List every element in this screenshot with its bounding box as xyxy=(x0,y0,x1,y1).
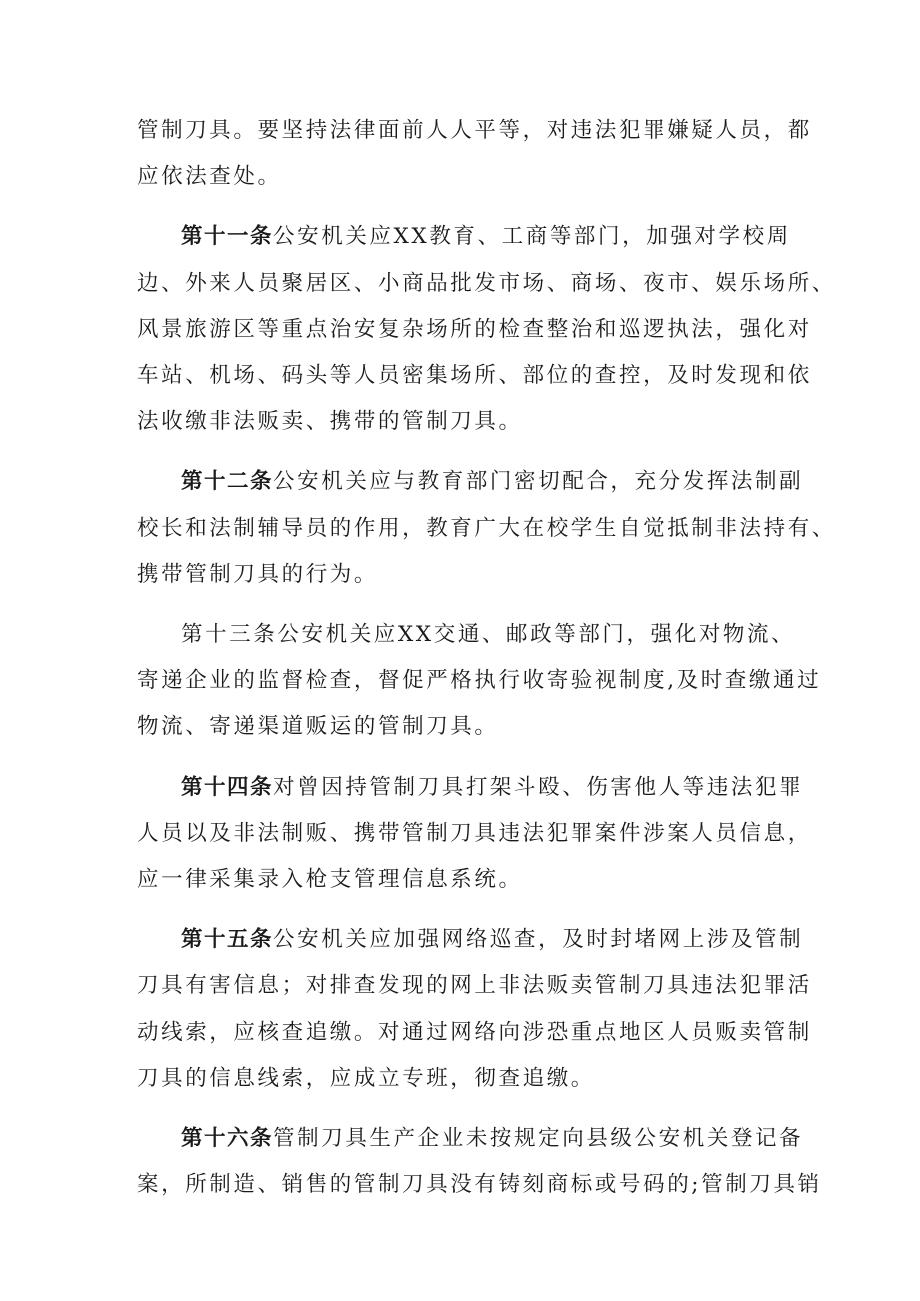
text-line: 边、外来人员聚居区、小商品批发市场、商场、夜市、娱乐场所、 xyxy=(137,270,836,296)
text-line: 物流、寄递渠道贩运的管制刀具。 xyxy=(137,714,499,740)
article-heading: 第十五条 xyxy=(181,927,274,953)
article-16 xyxy=(137,1116,822,1208)
article-11 xyxy=(137,214,836,445)
article-heading: 第十六条 xyxy=(181,1126,274,1152)
text-line xyxy=(137,917,817,963)
text-line: 应一律采集录入枪支管理信息系统。 xyxy=(137,867,523,893)
text-line: 校长和法制辅导员的作用，教育广大在校学生自觉抵制非法持有、 xyxy=(137,515,836,541)
text-line: 应依法查处。 xyxy=(137,164,282,190)
article-13 xyxy=(137,612,822,751)
article-heading: 第十二条 xyxy=(181,469,274,495)
paragraph-continuation xyxy=(137,108,817,200)
text-line xyxy=(137,1116,817,1162)
text-line: 人员以及非法制贩、携带管制刀具违法犯罪案件涉案人员信息， xyxy=(137,820,812,846)
text-line: 法收缴非法贩卖、携带的管制刀具。 xyxy=(137,409,523,435)
text-line xyxy=(137,214,817,260)
document-body xyxy=(137,108,836,1222)
text-line: 刀具有害信息；对排查发现的网上非法贩卖管制刀具违法犯罪活 xyxy=(137,973,812,999)
article-text: 公安机关应XX教育、工商等部门，加强对学校周 xyxy=(273,224,791,250)
text-line: 管制刀具。要坚持法律面前人人平等，对违法犯罪嫌疑人员，都 xyxy=(137,118,812,143)
article-text: 对曾因持管制刀具打架斗殴、伤害他人等违法犯罪 xyxy=(273,774,804,800)
article-heading: 第十一条 xyxy=(181,224,274,250)
text-line: 动线索，应核查追缴。对通过网络向涉恐重点地区人员贩卖管制 xyxy=(137,1019,812,1045)
text-line xyxy=(137,765,817,811)
text-line: 第十三条公安机关应XX交通、邮政等部门，强化对物流、 xyxy=(181,622,796,648)
article-12 xyxy=(137,459,836,598)
article-text: 公安机关应加强网络巡查，及时封堵网上涉及管制 xyxy=(273,927,804,953)
text-line: 风景旅游区等重点治安复杂场所的检查整治和巡逻执法，强化对 xyxy=(137,316,812,342)
text-line: 寄递企业的监督检查，督促严格执行收寄验视制度,及时查缴通过 xyxy=(137,668,822,694)
article-14 xyxy=(137,765,817,904)
text-line: 刀具的信息线索，应成立专班，彻查追缴。 xyxy=(137,1065,595,1091)
text-line: 案，所制造、销售的管制刀具没有铸刻商标或号码的;管制刀具销 xyxy=(137,1172,822,1198)
text-line: 携带管制刀具的行为。 xyxy=(137,561,379,587)
text-line xyxy=(137,459,817,505)
article-text: 管制刀具生产企业未按规定向县级公安机关登记备 xyxy=(273,1126,804,1152)
text-line: 车站、机场、码头等人员密集场所、部位的查控，及时发现和依 xyxy=(137,363,812,389)
article-text: 公安机关应与教育部门密切配合，充分发挥法制副 xyxy=(273,469,804,495)
article-15 xyxy=(137,917,817,1102)
article-heading: 第十四条 xyxy=(181,774,274,800)
